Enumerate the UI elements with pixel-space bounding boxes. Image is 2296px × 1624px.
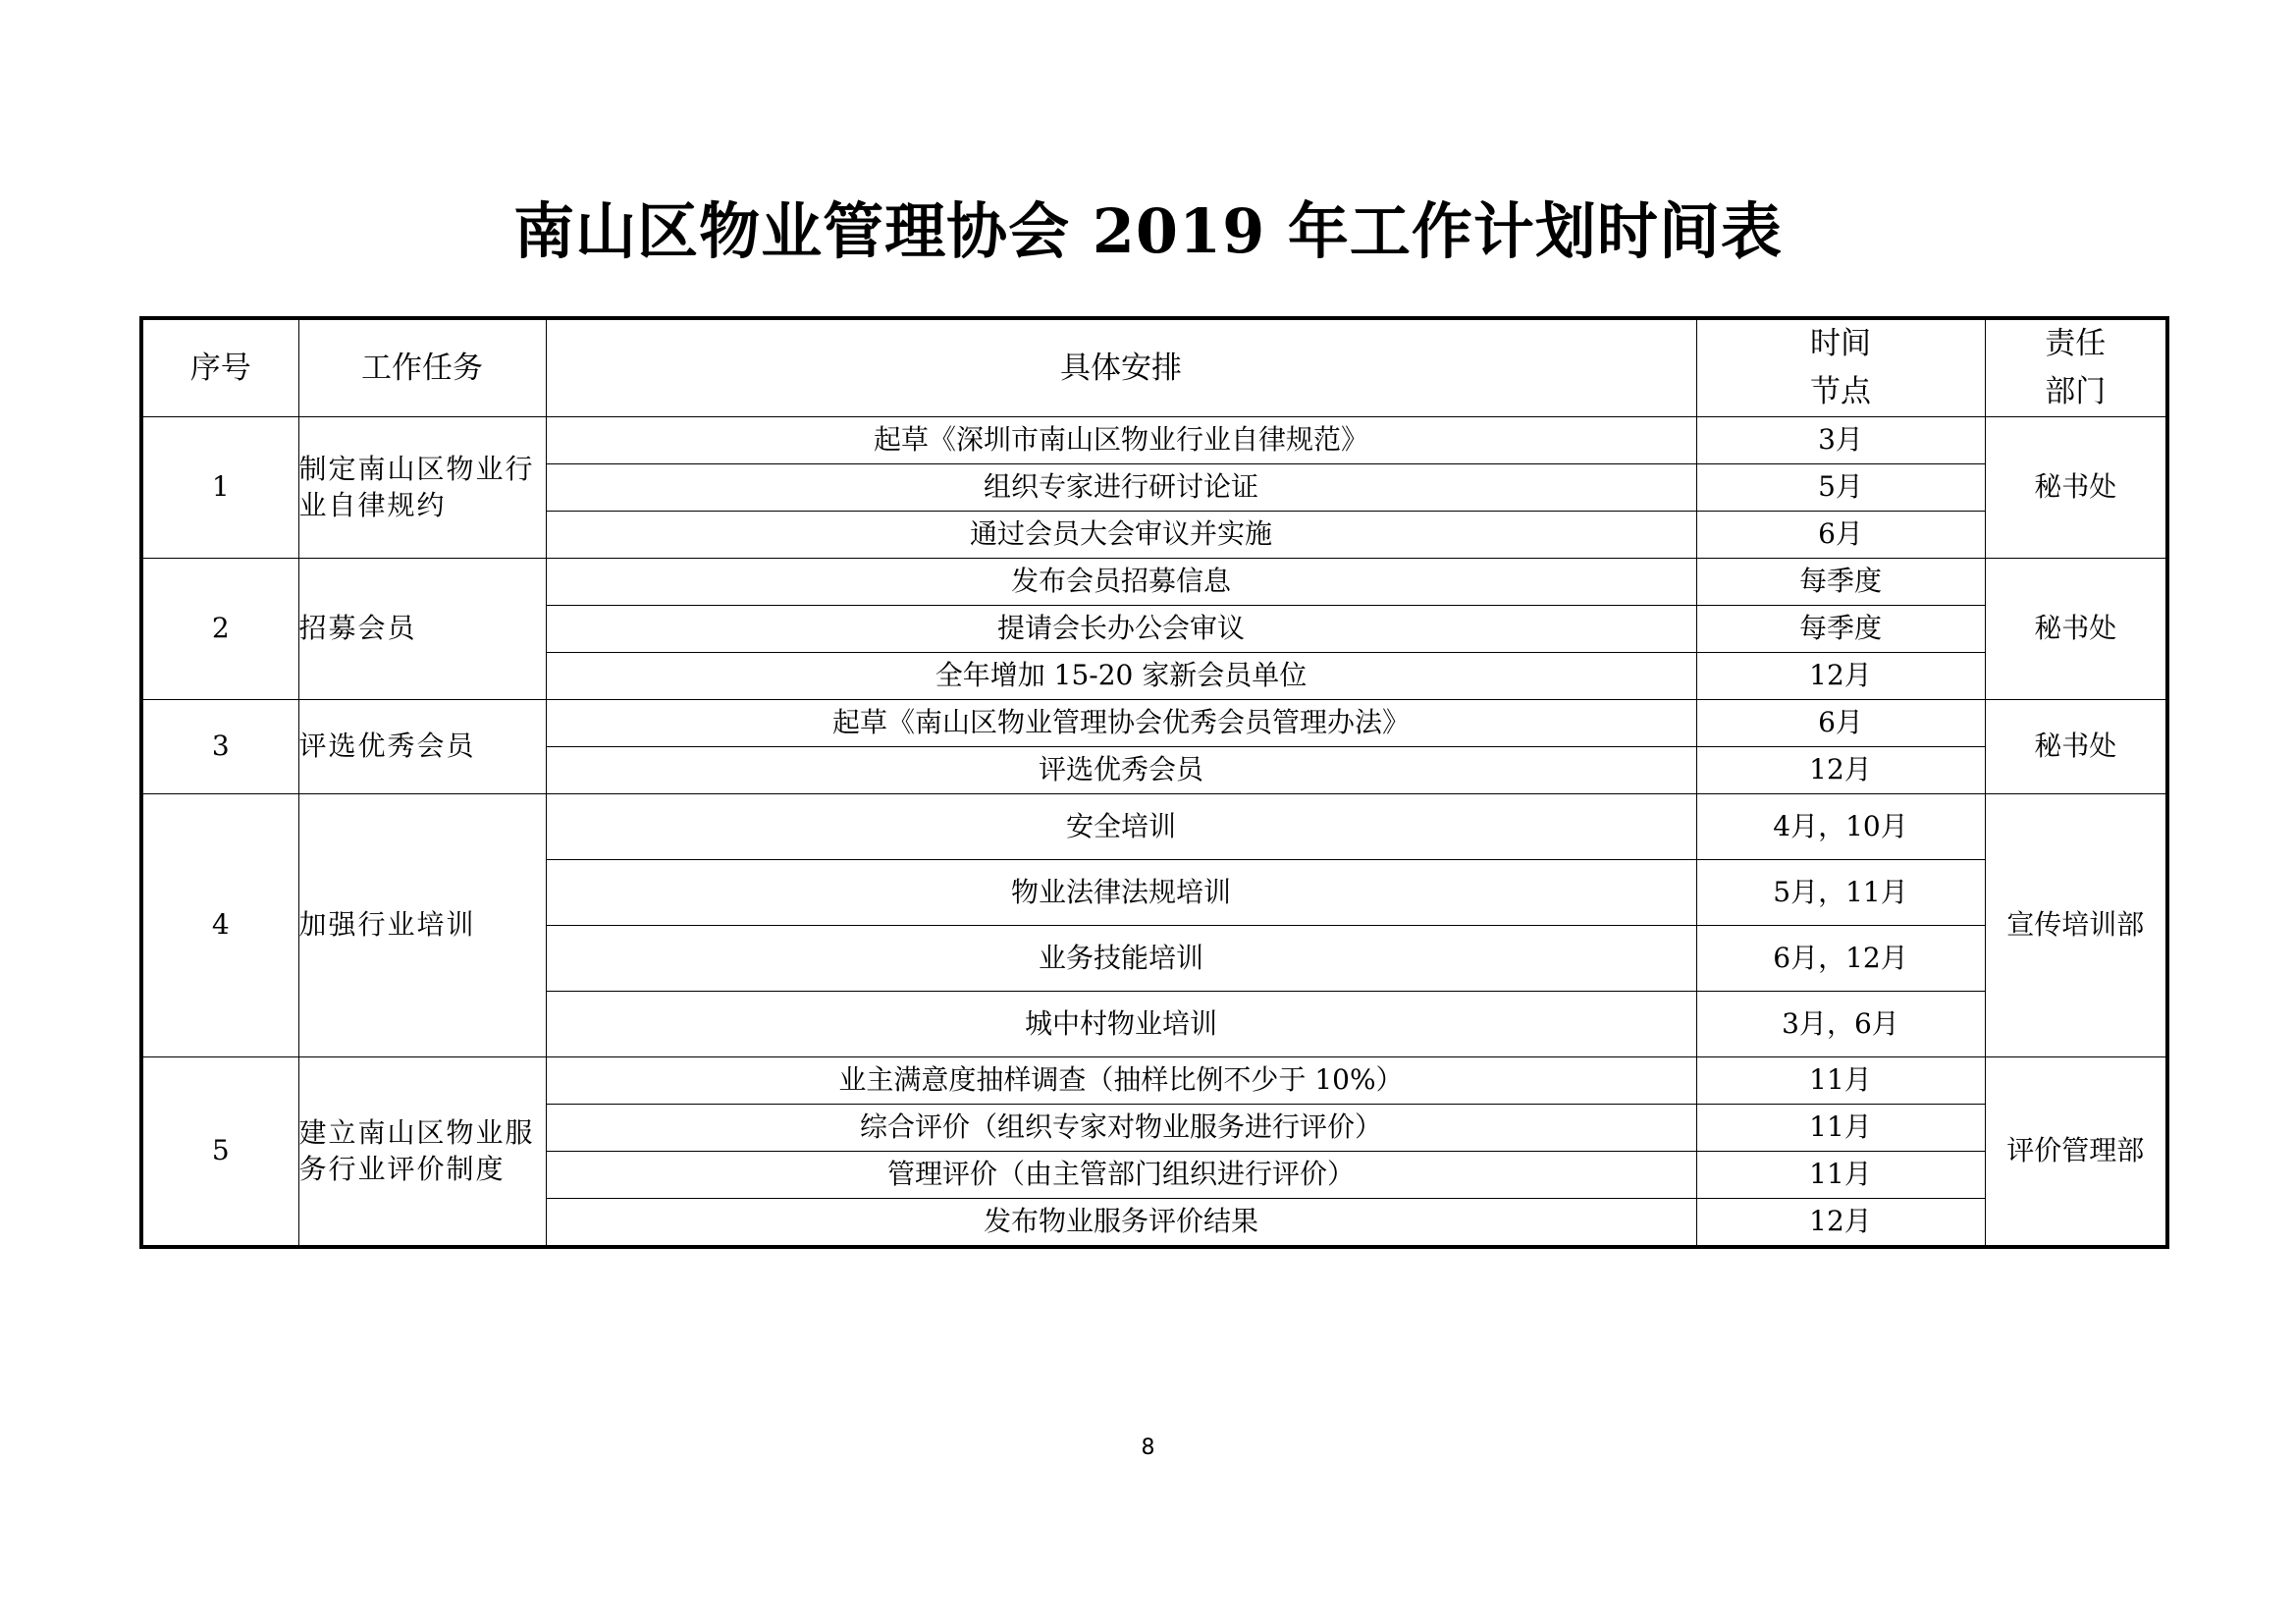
- time-cell: 6月: [1696, 700, 1985, 747]
- table-row: [141, 417, 2167, 464]
- task-cell: 制定南山区物业行业自律规约: [298, 417, 546, 559]
- row-number: 3: [141, 700, 298, 794]
- time-cell: 3月，6月: [1696, 992, 1985, 1057]
- detail-cell: 提请会长办公会审议: [546, 606, 1696, 653]
- dept-cell: 秘书处: [1985, 559, 2167, 700]
- header-dept: [1985, 318, 2167, 417]
- detail-cell: 安全培训: [546, 794, 1696, 860]
- time-cell: 12月: [1696, 747, 1985, 794]
- time-cell: 每季度: [1696, 559, 1985, 606]
- detail-cell: 发布物业服务评价结果: [546, 1199, 1696, 1248]
- detail-cell: 通过会员大会审议并实施: [546, 512, 1696, 559]
- detail-cell: 业务技能培训: [546, 926, 1696, 992]
- time-cell: 11月: [1696, 1057, 1985, 1105]
- page-title: 南山区物业管理协会 2019 年工作计划时间表: [513, 195, 1783, 267]
- time-cell: 12月: [1696, 653, 1985, 700]
- work-plan-table: [139, 316, 2169, 1249]
- detail-cell: 综合评价（组织专家对物业服务进行评价）: [546, 1105, 1696, 1152]
- dept-cell: 评价管理部: [1985, 1057, 2167, 1248]
- time-cell: 11月: [1696, 1152, 1985, 1199]
- detail-cell: 管理评价（由主管部门组织进行评价）: [546, 1152, 1696, 1199]
- header-time: [1696, 318, 1985, 417]
- dept-cell: 宣传培训部: [1985, 794, 2167, 1057]
- header-dept-line1: 责任: [2045, 326, 2107, 361]
- detail-cell: 全年增加 15-20 家新会员单位: [546, 653, 1696, 700]
- time-cell: 每季度: [1696, 606, 1985, 653]
- time-cell: 11月: [1696, 1105, 1985, 1152]
- detail-cell: 组织专家进行研讨论证: [546, 464, 1696, 512]
- time-cell: 5月: [1696, 464, 1985, 512]
- time-cell: 3月: [1696, 417, 1985, 464]
- table-row: [141, 794, 2167, 860]
- detail-cell: 起草《深圳市南山区物业行业自律规范》: [546, 417, 1696, 464]
- detail-cell: 物业法律法规培训: [546, 860, 1696, 926]
- detail-cell: 评选优秀会员: [546, 747, 1696, 794]
- dept-cell: 秘书处: [1985, 417, 2167, 559]
- detail-cell: 城中村物业培训: [546, 992, 1696, 1057]
- time-cell: 6月，12月: [1696, 926, 1985, 992]
- row-number: 4: [141, 794, 298, 1057]
- header-time-line2: 节点: [1810, 374, 1871, 409]
- table-row: [141, 1057, 2167, 1105]
- detail-cell: 起草《南山区物业管理协会优秀会员管理办法》: [546, 700, 1696, 747]
- task-cell: 评选优秀会员: [298, 700, 546, 794]
- header-time-line1: 时间: [1810, 326, 1871, 361]
- task-cell: 加强行业培训: [298, 794, 546, 1057]
- row-number: 1: [141, 417, 298, 559]
- table-row: [141, 700, 2167, 747]
- row-number: 5: [141, 1057, 298, 1248]
- time-cell: 6月: [1696, 512, 1985, 559]
- detail-cell: 发布会员招募信息: [546, 559, 1696, 606]
- header-dept-line2: 部门: [2045, 374, 2107, 409]
- time-cell: 12月: [1696, 1199, 1985, 1248]
- header-detail: 具体安排: [546, 318, 1696, 417]
- header-row: [141, 318, 2167, 417]
- time-cell: 5月，11月: [1696, 860, 1985, 926]
- header-no: 序号: [141, 318, 298, 417]
- dept-cell: 秘书处: [1985, 700, 2167, 794]
- task-cell: 建立南山区物业服务行业评价制度: [298, 1057, 546, 1248]
- page-number: 8: [1141, 1435, 1155, 1460]
- time-cell: 4月，10月: [1696, 794, 1985, 860]
- row-number: 2: [141, 559, 298, 700]
- task-cell: 招募会员: [298, 559, 546, 700]
- header-task: 工作任务: [298, 318, 546, 417]
- table-row: [141, 559, 2167, 606]
- detail-cell: 业主满意度抽样调查（抽样比例不少于 10%）: [546, 1057, 1696, 1105]
